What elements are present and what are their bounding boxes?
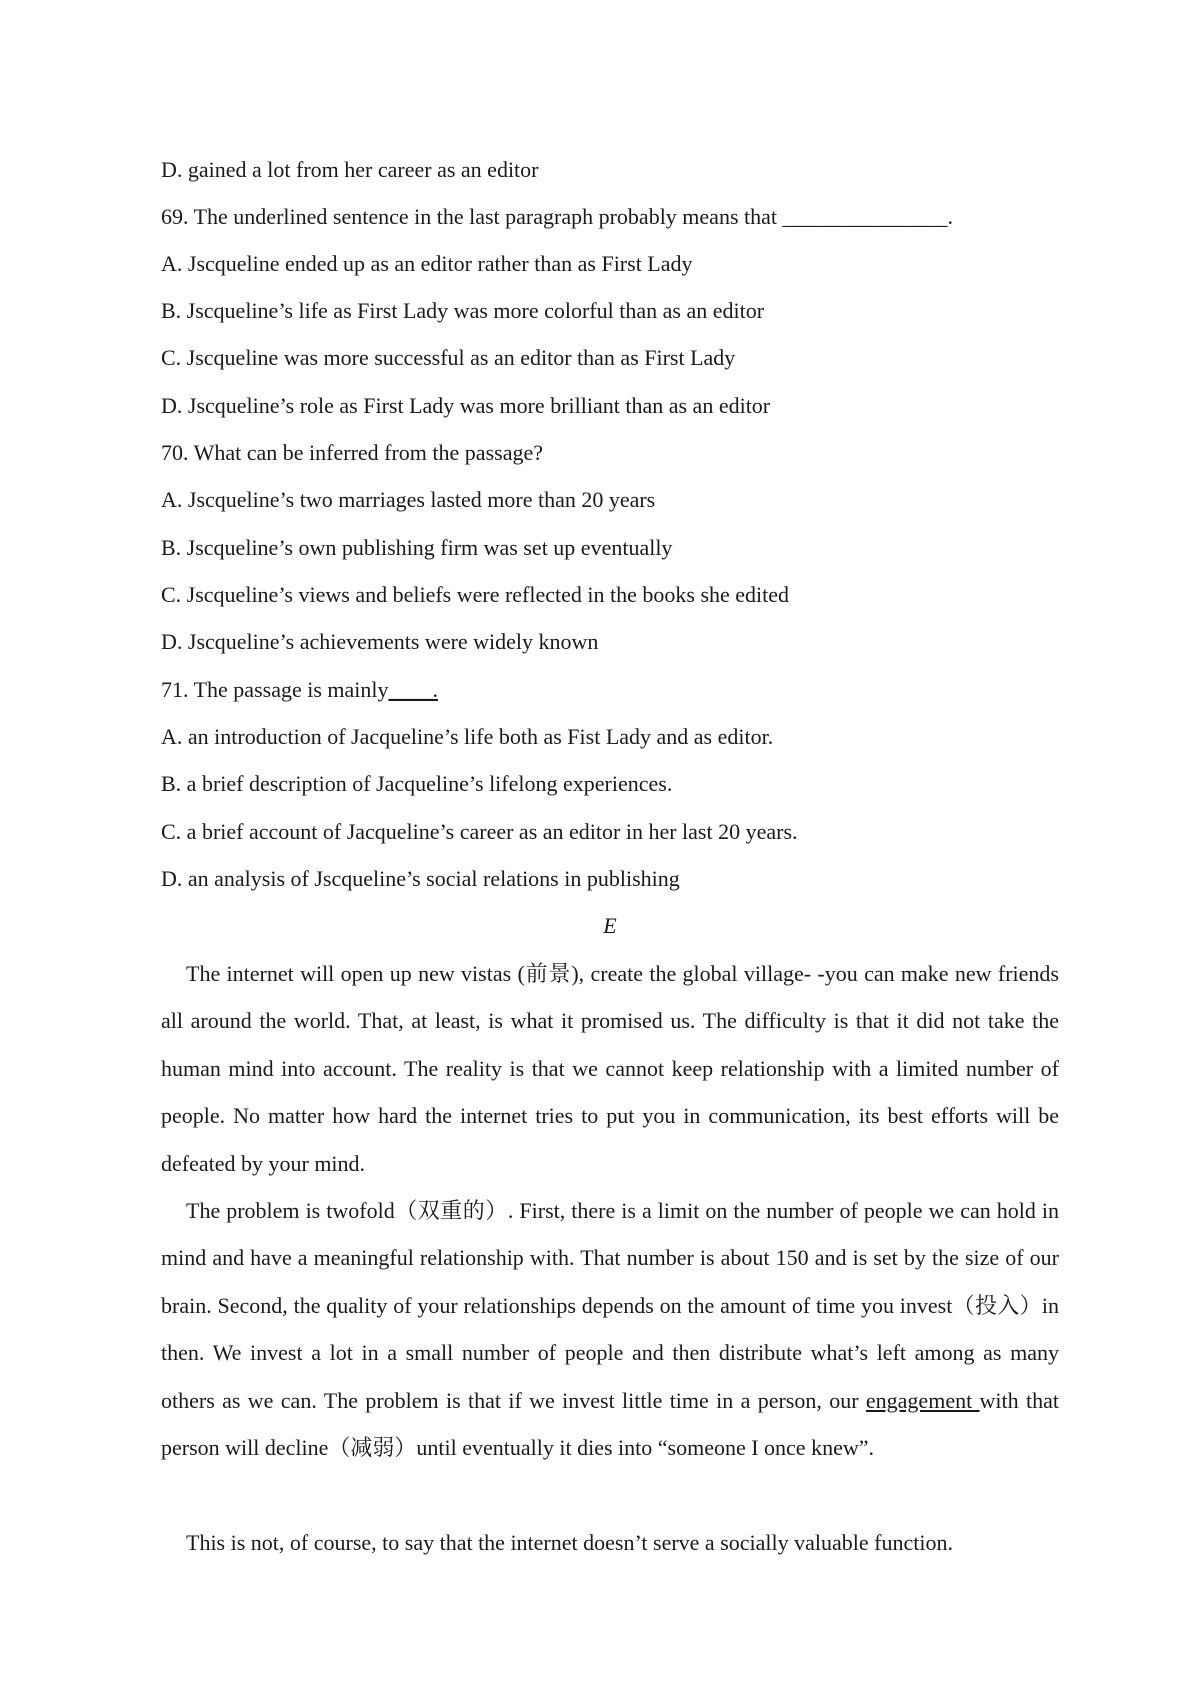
passage-paragraph-2 bbox=[161, 1187, 1059, 1471]
passage-paragraph-3: This is not, of course, to say that the internet doesn’t serve a socially valuable function. bbox=[186, 1530, 953, 1555]
q71-option-d: D. an analysis of Jscqueline’s social relations in publishing bbox=[161, 866, 680, 891]
q70-option-d: D. Jscqueline’s achievements were widely known bbox=[161, 629, 599, 654]
q70-option-b: B. Jscqueline’s own publishing firm was set up eventually bbox=[161, 535, 673, 560]
q71-stem bbox=[161, 676, 438, 704]
q69-option-a: A. Jscqueline ended up as an editor rather than as First Lady bbox=[161, 251, 693, 276]
q69-option-d: D. Jscqueline’s role as First Lady was more brilliant than as an editor bbox=[161, 393, 771, 418]
q70-option-a: A. Jscqueline’s two marriages lasted more than 20 years bbox=[161, 487, 656, 512]
q69-option-c: C. Jscqueline was more successful as an editor than as First Lady bbox=[161, 345, 736, 370]
q70-option-c: C. Jscqueline’s views and beliefs were reflected in the books she edited bbox=[161, 582, 790, 607]
q71-stem-text: 71. The passage is mainly bbox=[161, 677, 389, 702]
q69-option-b: B. Jscqueline’s life as First Lady was more colorful than as an editor bbox=[161, 298, 765, 323]
paragraph-2-text-end: with that person will decline（减弱）until eventually it dies into “someone I once knew”. bbox=[161, 1387, 1059, 1461]
underlined-word-engagement: engagement bbox=[865, 1387, 980, 1413]
section-heading-e: E bbox=[603, 913, 617, 938]
passage-paragraph-1: The internet will open up new vistas (前景), create the global village- -you can make new friends all around the world. That, at least, is what it promised us. The difficulty is that it did not take the human mind into account. The reality is that we cannot keep relationship with a limited number of people. No matter how hard the internet tries to put you in communication, its best efforts will be defeated by your mind. bbox=[161, 961, 1059, 1176]
q71-option-b: B. a brief description of Jacqueline’s lifelong experiences. bbox=[161, 771, 673, 796]
q71-option-a: A. an introduction of Jacqueline’s life both as Fist Lady and as editor. bbox=[161, 724, 774, 749]
q71-option-c: C. a brief account of Jacqueline’s career as an editor in her last 20 years. bbox=[161, 819, 798, 844]
q70-stem: 70. What can be inferred from the passage? bbox=[161, 440, 543, 465]
paragraph-2-text-start: The problem is twofold（双重的）. First, there is a limit on the number of people we can hold in mind and have a meaningful relationship with. That number is about 150 and is set by the size of our brain. Second, the quality of your relationships depends on the amount of time you invest（投入）in then. We invest a lot in a small number of people and then distribute what’s left among as many others as we can. The problem is that if we invest little time in a person, our bbox=[161, 1198, 1059, 1413]
q68-option-d: D. gained a lot from her career as an editor bbox=[161, 157, 539, 182]
q71-blank: ____. bbox=[388, 677, 438, 702]
q69-stem: 69. The underlined sentence in the last paragraph probably means that _______________. bbox=[161, 204, 953, 229]
